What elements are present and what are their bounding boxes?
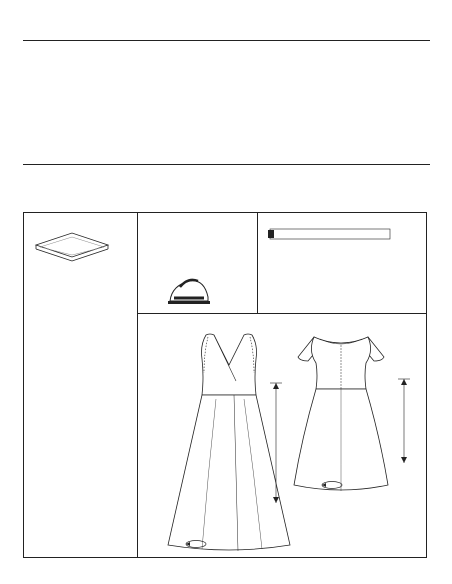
column-divider [257,213,258,313]
dress-b-drawing [286,327,421,502]
fabric-icon [32,223,112,263]
zipper-icon [268,223,393,245]
size-table [47,101,429,161]
iron-icon [164,271,212,311]
size-header-row [47,112,429,123]
hem-circle-icon-a [184,539,208,549]
hem-circle-icon-b [320,479,344,493]
header-divider [23,40,430,41]
nap-row [47,153,429,164]
info-panel [23,212,427,558]
dress-a-drawing [164,323,294,558]
table-bottom-rule [23,164,430,165]
row-divider [137,313,427,314]
column-divider [137,213,138,557]
